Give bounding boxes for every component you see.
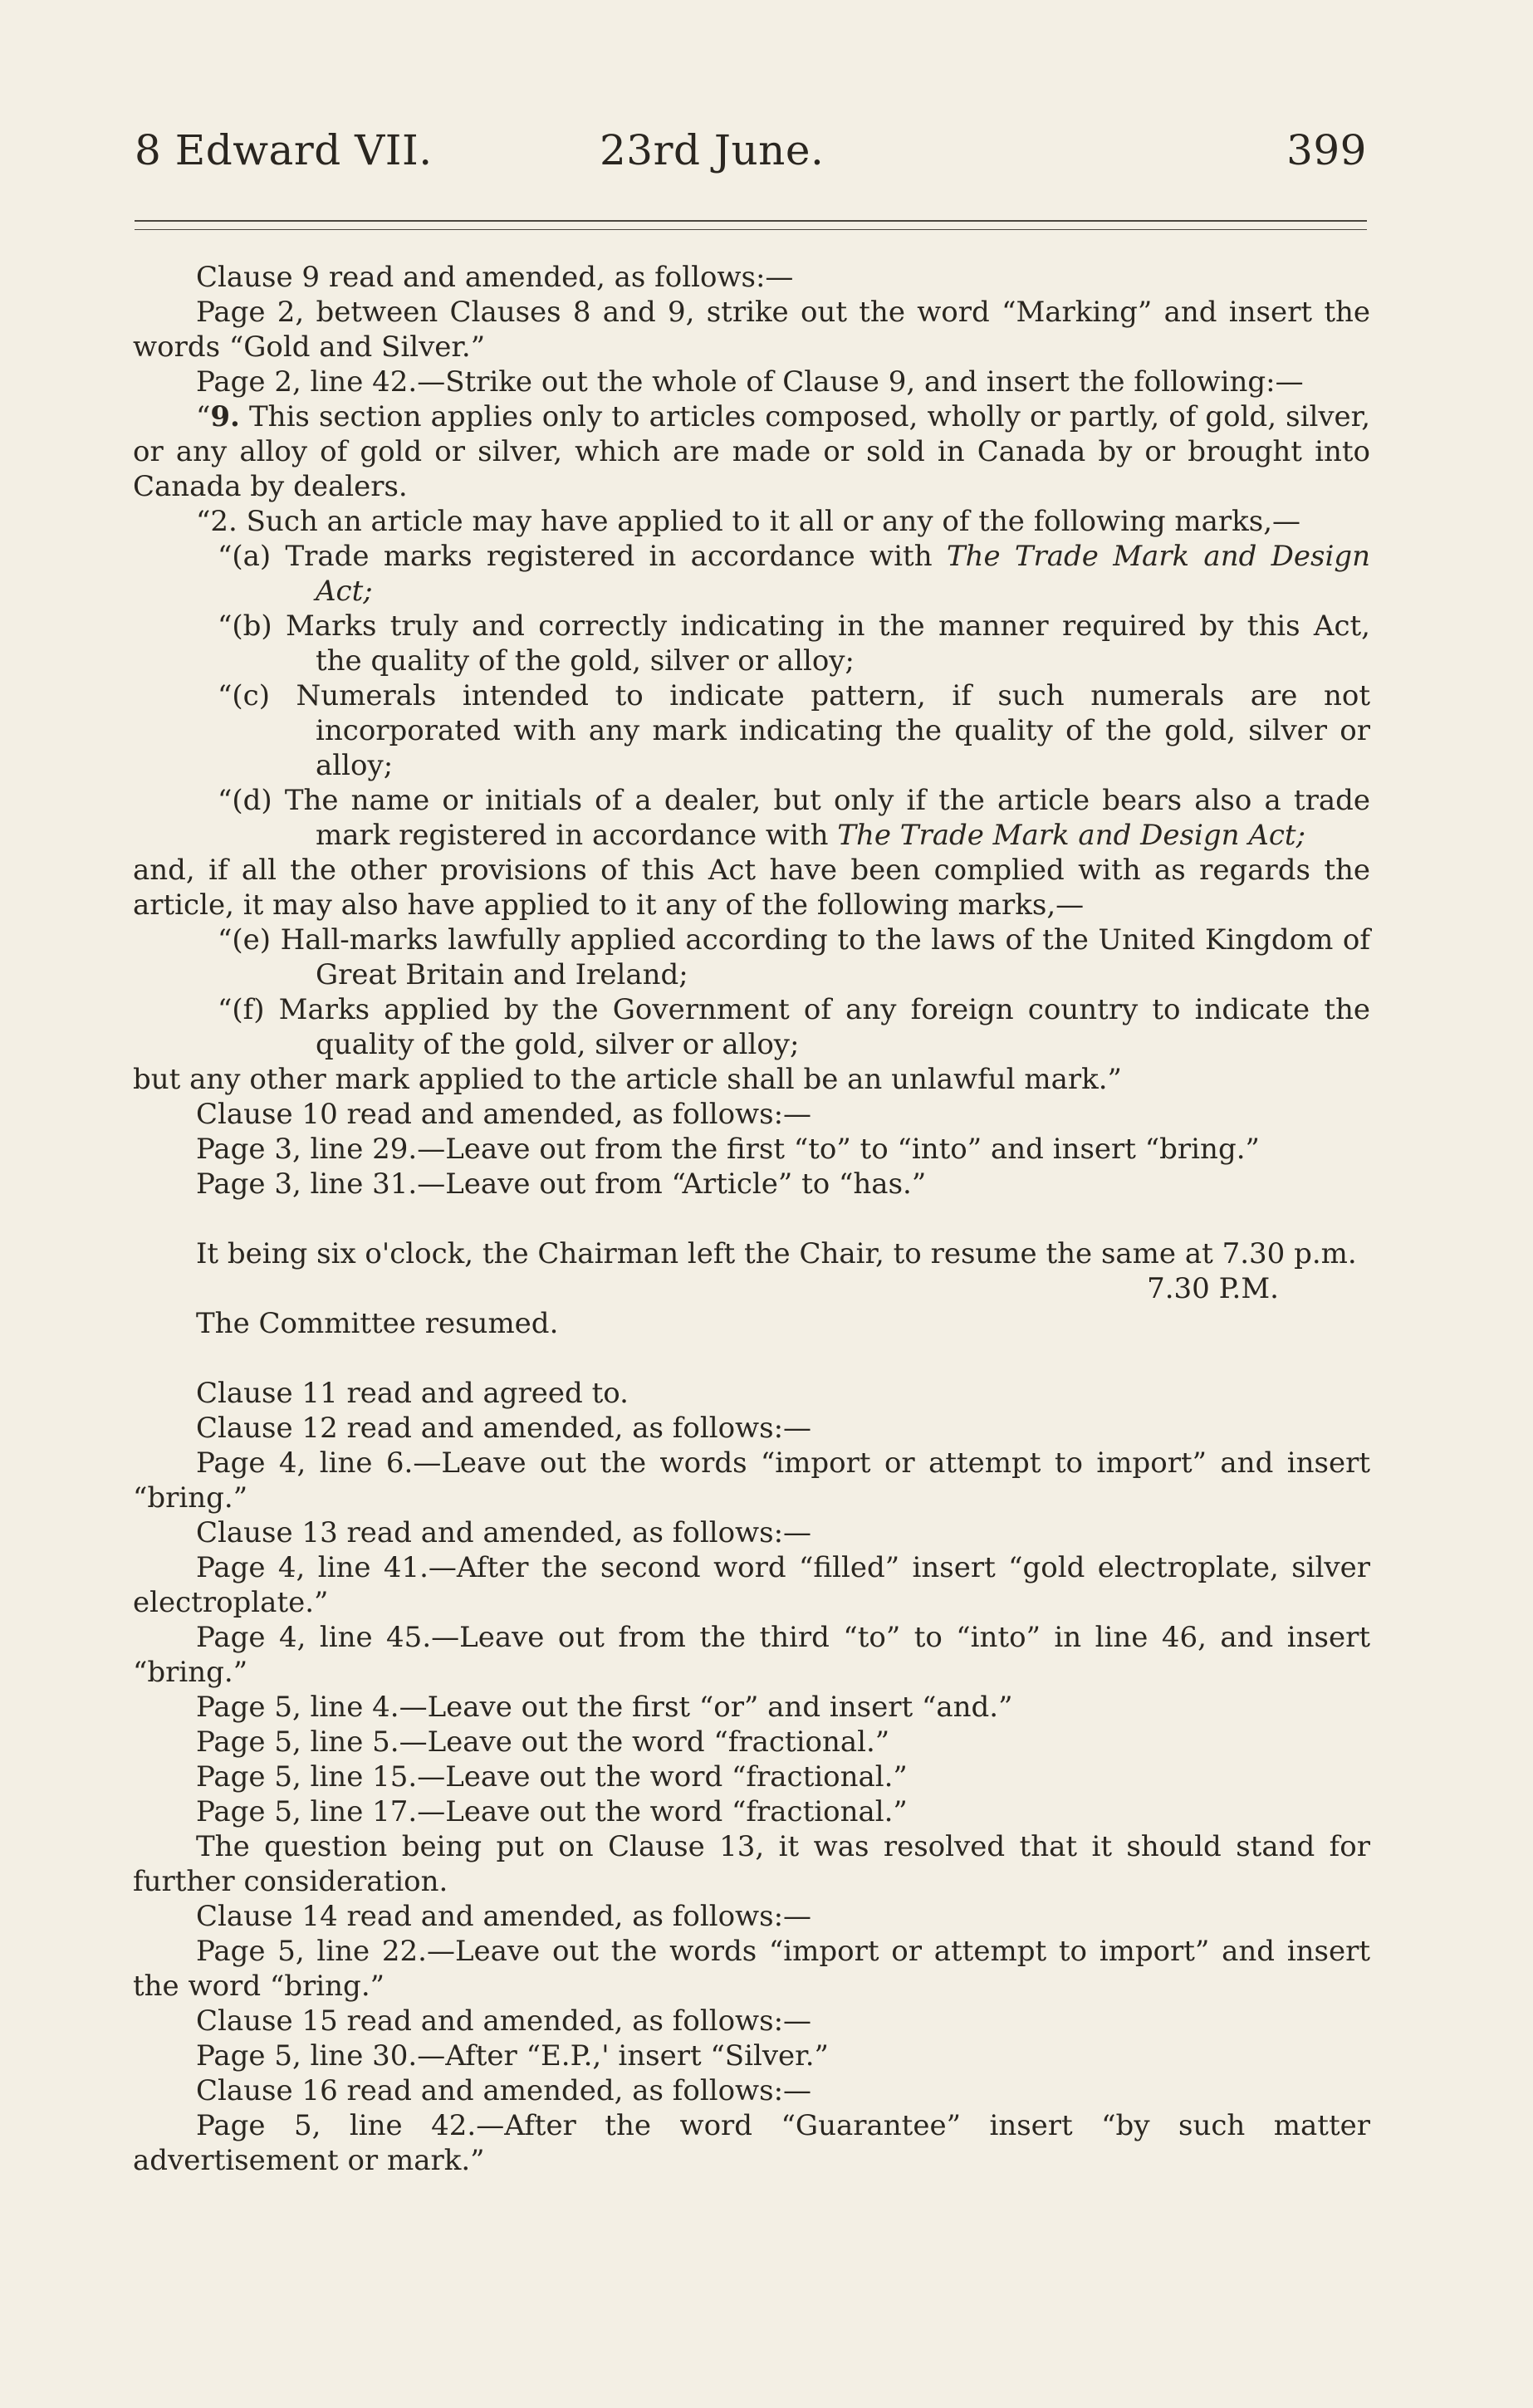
date-heading: 23rd June. [600,126,825,174]
header-rule-thin [135,229,1367,230]
list-item-c: “(c) Numerals intended to indicate pattern, if such numerals are not incorporated with any mark indicating the quality of the gold, silver or alloy; [218,679,1370,782]
paragraph: Clause 10 read and amended, as follows:— [196,1098,812,1131]
paragraph: Page 5, line 17.—Leave out the word “fractional.” [196,1795,908,1828]
paragraph: Page 4, line 45.—Leave out from the third “to” to “into” in line 46, and insert “bring.” [133,1621,1370,1689]
paragraph [133,399,1370,504]
paragraph: Page 5, line 5.—Leave out the word “fractional.” [196,1725,890,1759]
paragraph: and, if all the other provisions of this Act have been complied with as regards the article, it may also have applied to it any of the following marks,— [133,854,1370,922]
section-text: This section applies only to articles composed, wholly or partly, of gold, silver, or any alloy of gold or silver, which are made or sold in Canada by or brought into Canada by dealers. [133,400,1370,503]
paragraph: Clause 12 read and amended, as follows:— [196,1412,812,1445]
paragraph: Page 4, line 41.—After the second word “filled” insert “gold electroplate, silver electroplate.” [133,1551,1370,1619]
paragraph: Clause 13 read and amended, as follows:— [196,1516,812,1549]
paragraph: Page 5, line 4.—Leave out the first “or” and insert “and.” [196,1691,1013,1724]
act-title: The Trade Mark and Design Act; [316,540,1370,608]
regnal-year: 8 Edward VII. [135,126,433,174]
list-item-d: “(d) The name or initials of a dealer, but only if the article bears also a trade mark registered in accordance with The Trade Mark and Design Act; [218,784,1370,852]
act-title: The Trade Mark and Design Act; [837,819,1306,852]
quote-mark: “ [196,400,211,433]
section-number: 9. [210,400,240,433]
journal-body [133,260,1370,2178]
paragraph: Page 5, line 15.—Leave out the word “fractional.” [196,1760,908,1794]
paragraph: Page 4, line 6.—Leave out the words “import or attempt to import” and insert “bring.” [133,1446,1370,1515]
spacer [133,1202,1370,1236]
paragraph: Clause 9 read and amended, as follows:— [196,261,794,294]
page-number: 399 [1286,126,1367,174]
paragraph: Clause 11 read and agreed to. [196,1377,629,1410]
paragraph: Page 3, line 29.—Leave out from the first “to” to “into” and insert “bring.” [196,1133,1260,1166]
paragraph: Page 5, line 22.—Leave out the words “import or attempt to import” and insert the word “bring.” [133,1935,1370,2003]
paragraph: Page 5, line 30.—After “E.P.,' insert “Silver.” [196,2039,829,2073]
list-item-b: “(b) Marks truly and correctly indicating in the manner required by this Act, the quality of the gold, silver or alloy; [218,609,1370,678]
paragraph: Page 5, line 42.—After the word “Guarantee” insert “by such matter advertisement or mark.” [133,2109,1370,2177]
list-item-a: “(a) Trade marks registered in accordance with The Trade Mark and Design Act; [218,540,1370,608]
paragraph: Clause 15 read and amended, as follows:— [196,2004,812,2038]
paragraph: Page 2, line 42.—Strike out the whole of Clause 9, and insert the following:— [196,365,1304,399]
paragraph: “2. Such an article may have applied to it all or any of the following marks,— [196,505,1301,538]
header-rule [135,220,1367,222]
paragraph: Page 2, between Clauses 8 and 9, strike out the word “Marking” and insert the words “Gold and Silver.” [133,296,1370,364]
paragraph: It being six o'clock, the Chairman left the Chair, to resume the same at 7.30 p.m. [196,1237,1357,1270]
paragraph: Clause 16 read and amended, as follows:— [196,2074,812,2107]
list-item-e: “(e) Hall-marks lawfully applied according to the laws of the United Kingdom of Great Britain and Ireland; [218,923,1370,991]
paragraph: Clause 14 read and amended, as follows:— [196,1900,812,1933]
paragraph: The Committee resumed. [196,1307,559,1340]
paragraph: The question being put on Clause 13, it was resolved that it should stand for further consideration. [133,1830,1370,1898]
paragraph: Page 3, line 31.—Leave out from “Article” to “has.” [196,1167,927,1201]
spacer [133,1341,1370,1376]
list-item-f: “(f) Marks applied by the Government of any foreign country to indicate the quality of the gold, silver or alloy; [218,993,1370,1061]
paragraph: but any other mark applied to the article shall be an unlawful mark.” [133,1063,1122,1096]
time-marker: 7.30 P.M. [1147,1272,1279,1305]
